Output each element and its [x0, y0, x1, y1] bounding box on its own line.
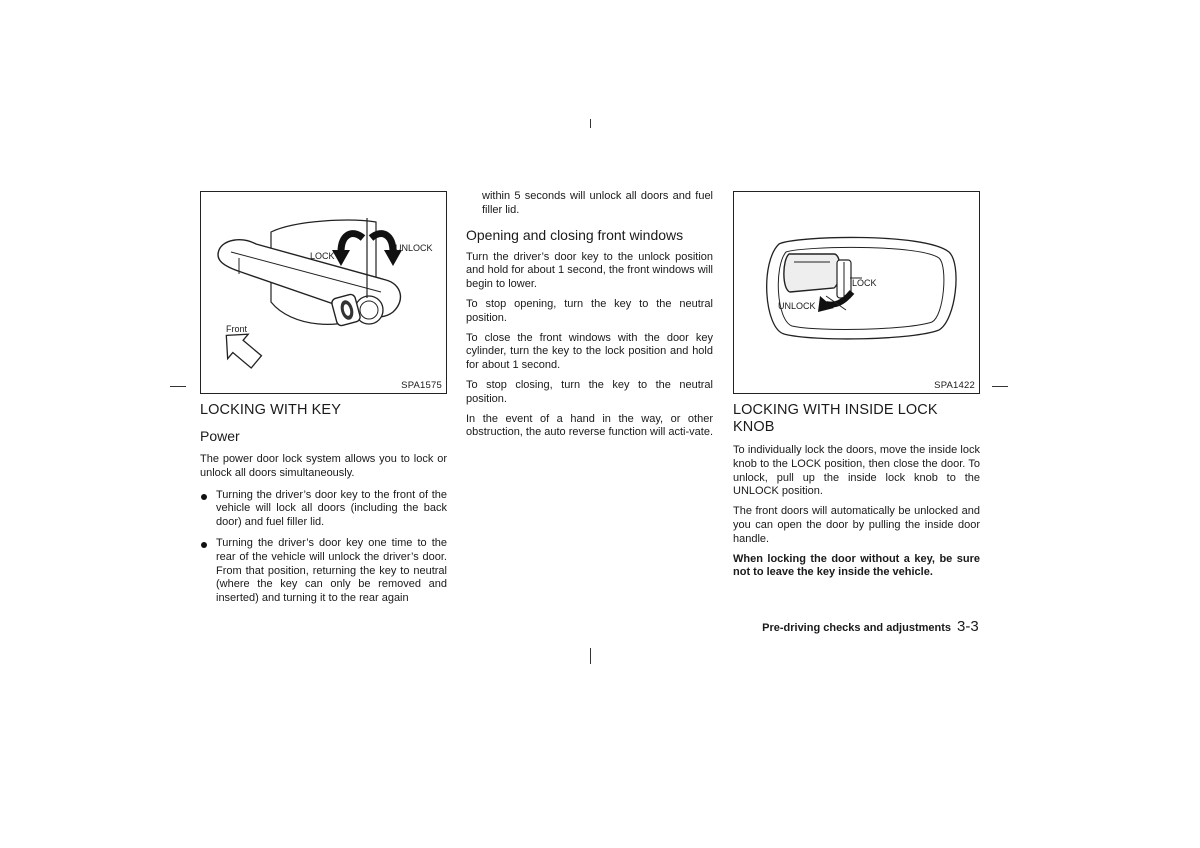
- right-text-column: [733, 402, 980, 580]
- bullet-icon: [201, 542, 207, 548]
- figure-code: SPA1575: [401, 380, 442, 391]
- top-center-mark: [590, 119, 591, 128]
- bullet-list: [200, 489, 447, 606]
- inside-lock-knob-figure: [733, 191, 980, 394]
- inside-handle-illustration: [734, 192, 981, 395]
- list-item: [200, 489, 447, 530]
- paragraph: To stop closing, turn the key to the neutral position.: [466, 378, 713, 405]
- door-key-figure: [200, 191, 447, 394]
- figure-label-unlock: UNLOCK: [778, 301, 816, 311]
- door-handle-key-illustration: [201, 192, 448, 395]
- subsection-heading: Opening and closing front windows: [466, 226, 684, 243]
- left-text-column: [200, 402, 447, 613]
- page-number: 3-3: [957, 618, 979, 635]
- bullet-text: Turning the driver’s door key one time to the rear of the vehicle will unlock the driver’s door. From that position, returning the key to neutral (where the key can only be removed and inserted) and turning it to the rear again: [216, 536, 447, 605]
- paragraph: To stop opening, turn the key to the neutral position.: [466, 297, 713, 324]
- left-margin-mark: [170, 386, 186, 387]
- bullet-text: Turning the driver’s door key to the front of the vehicle will lock all doors (including the back door) and fuel filler lid.: [216, 488, 447, 529]
- section-heading: LOCKING WITH INSIDE LOCK KNOB: [733, 402, 938, 435]
- subsection-heading: Power: [200, 428, 240, 444]
- list-item: [200, 537, 447, 606]
- right-margin-mark: [992, 386, 1008, 387]
- paragraph: In the event of a hand in the way, or other obstruction, the auto reverse function will acti-vate.: [466, 412, 714, 439]
- figure-label-unlock: UNLOCK: [395, 243, 433, 253]
- paragraph: To close the front windows with the door key cylinder, turn the key to the lock position and hold for about 1 second.: [466, 331, 713, 372]
- figure-label-lock: LOCK: [310, 251, 335, 261]
- figure-code: SPA1422: [934, 380, 975, 391]
- intro-paragraph: The power door lock system allows you to lock or unlock all doors simultaneously.: [200, 453, 447, 479]
- bullet-icon: [201, 494, 207, 500]
- paragraph: The front doors will automatically be unlocked and you can open the door by pulling the inside door handle.: [733, 505, 980, 545]
- figure-label-lock: LOCK: [852, 278, 877, 288]
- middle-text-column: [466, 190, 713, 440]
- paragraph: To individually lock the doors, move the inside lock knob to the LOCK position, then close the door. To unlock, pull up the inside lock knob to the UNLOCK position.: [733, 444, 980, 498]
- footer-section-title: Pre-driving checks and adjustments: [762, 622, 951, 634]
- figure-label-front: Front: [226, 324, 248, 334]
- warning-paragraph: When locking the door without a key, be sure not to leave the key inside the vehicle.: [733, 552, 980, 579]
- paragraph: Turn the driver’s door key to the unlock position and hold for about 1 second, the front windows will begin to lower.: [466, 250, 713, 291]
- section-heading: LOCKING WITH KEY: [200, 402, 341, 418]
- continuation-paragraph: within 5 seconds will unlock all doors and fuel filler lid.: [482, 190, 713, 216]
- bottom-center-mark: [590, 648, 591, 664]
